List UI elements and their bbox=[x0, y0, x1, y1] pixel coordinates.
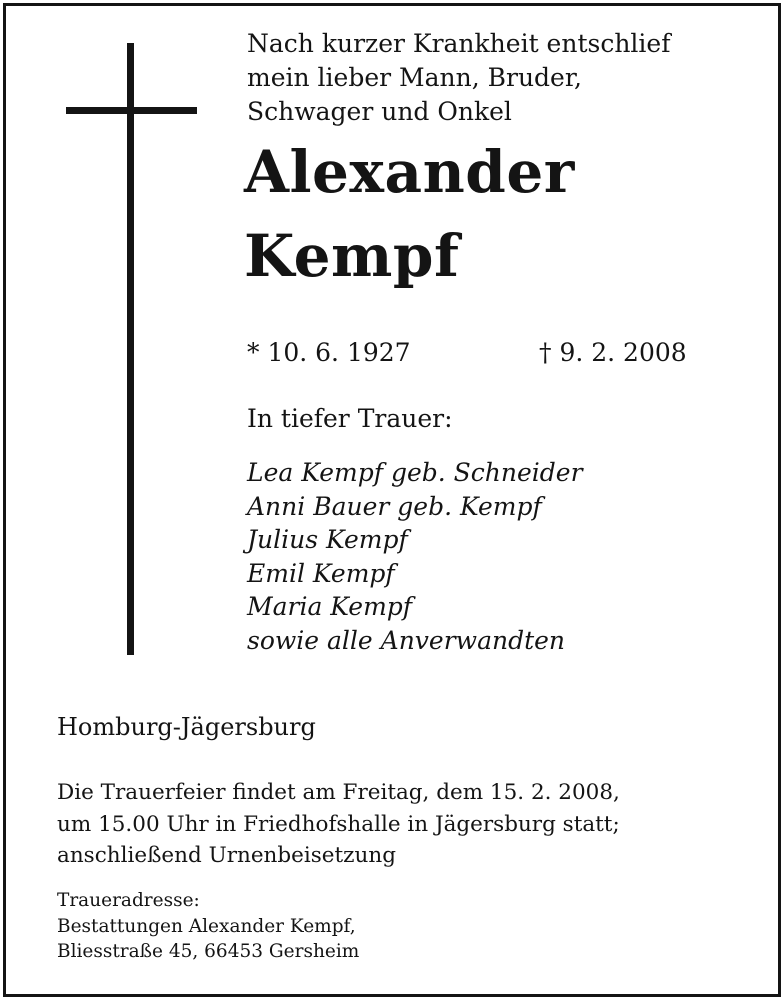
service-line: um 15.00 Uhr in Friedhofshalle in Jägersburg statt; bbox=[57, 811, 620, 837]
intro-line: Schwager und Onkel bbox=[247, 97, 512, 126]
service-line: Die Trauerfeier findet am Freitag, dem 15. 2. 2008, bbox=[57, 780, 620, 805]
service-line: anschließend Urnenbeisetzung bbox=[57, 843, 396, 868]
service-info bbox=[57, 777, 620, 872]
mourner-name: Anni Bauer geb. Kempf bbox=[247, 491, 542, 521]
cross-horizontal-bar bbox=[66, 107, 197, 114]
intro-line: Nach kurzer Krankheit entschlief bbox=[247, 29, 671, 58]
place-name: Homburg-Jägersburg bbox=[57, 713, 316, 741]
death-date: † 9. 2. 2008 bbox=[539, 338, 687, 367]
mourner-name: Emil Kempf bbox=[247, 558, 395, 588]
birth-date: * 10. 6. 1927 bbox=[247, 338, 411, 367]
mourner-name: Julius Kempf bbox=[247, 525, 408, 554]
deceased-last-name: Kempf bbox=[244, 222, 460, 290]
mourning-heading: In tiefer Trauer: bbox=[247, 404, 453, 433]
intro-text bbox=[247, 27, 670, 129]
mourner-name: sowie alle Anverwandten bbox=[247, 625, 566, 655]
cross-vertical-bar bbox=[127, 43, 134, 655]
mourner-name: Lea Kempf geb. Schneider bbox=[247, 458, 583, 487]
deceased-first-name: Alexander bbox=[244, 138, 575, 206]
intro-line: mein lieber Mann, Bruder, bbox=[247, 63, 582, 92]
mourning-address bbox=[57, 888, 359, 965]
address-label: Traueradresse: bbox=[57, 890, 200, 911]
mourners-list bbox=[247, 456, 583, 657]
address-line: Bliesstraße 45, 66453 Gersheim bbox=[57, 941, 360, 962]
mourner-name: Maria Kempf bbox=[247, 592, 413, 621]
address-line: Bestattungen Alexander Kempf, bbox=[57, 915, 356, 937]
